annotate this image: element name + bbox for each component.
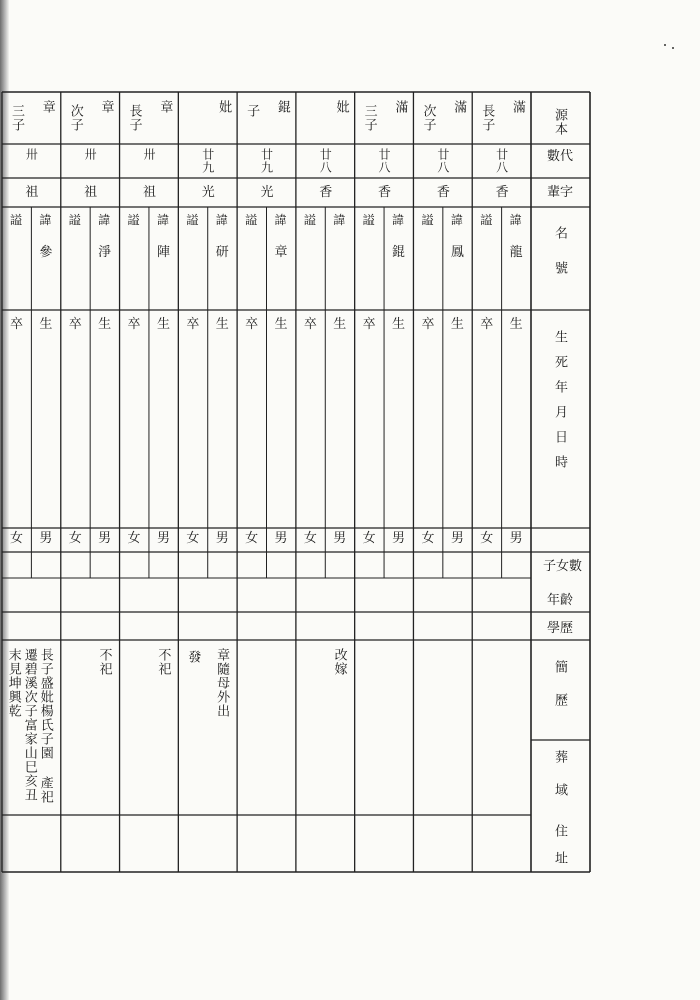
label-died: 卒 bbox=[421, 317, 435, 332]
taboo-name: 鳳 bbox=[450, 245, 464, 260]
generation-char: 祖 bbox=[25, 185, 39, 200]
generation-number: 廿八 bbox=[377, 148, 392, 174]
taboo-name: 龍 bbox=[509, 245, 523, 260]
label-died: 卒 bbox=[68, 317, 82, 332]
generation-char: 祖 bbox=[142, 185, 156, 200]
label-born: 生 bbox=[215, 317, 229, 332]
header-name: 名號 bbox=[552, 226, 567, 296]
label-taboo: 諱 bbox=[98, 213, 111, 227]
header-origin: 源本 bbox=[552, 108, 567, 136]
header-biography: 簡歷 bbox=[552, 660, 567, 726]
label-female: 女 bbox=[127, 531, 141, 546]
header-age: 年齡 bbox=[547, 593, 574, 608]
biography-text: 章隨母外出 bbox=[214, 648, 230, 718]
biography-text: 不祀 bbox=[155, 648, 171, 676]
scan-speck bbox=[672, 47, 674, 49]
origin-relation: 次子 bbox=[67, 104, 83, 132]
label-male: 男 bbox=[215, 531, 229, 546]
header-burial: 葬域 bbox=[552, 750, 567, 816]
label-born: 生 bbox=[509, 317, 523, 332]
label-posthumous: 謚 bbox=[68, 213, 81, 227]
biography-text-2: 遷碧溪次子富家山巳亥丑 bbox=[21, 648, 37, 802]
label-posthumous: 謚 bbox=[480, 213, 493, 227]
generation-number: 卅 bbox=[141, 148, 156, 161]
label-posthumous: 謚 bbox=[421, 213, 434, 227]
label-taboo: 諱 bbox=[333, 213, 346, 227]
header-birth-death: 生死年月日時 bbox=[552, 330, 567, 480]
label-male: 男 bbox=[274, 531, 288, 546]
label-taboo: 諱 bbox=[450, 213, 463, 227]
taboo-name: 研 bbox=[215, 245, 229, 260]
origin-name: 章 bbox=[157, 100, 173, 114]
header-education: 學歷 bbox=[547, 621, 574, 636]
label-female: 女 bbox=[480, 531, 494, 546]
taboo-name: 參 bbox=[39, 245, 53, 260]
origin-name: 錕 bbox=[274, 100, 290, 114]
label-taboo: 諱 bbox=[39, 213, 52, 227]
label-male: 男 bbox=[392, 531, 406, 546]
label-posthumous: 謚 bbox=[127, 213, 140, 227]
origin-relation: 三子 bbox=[9, 104, 24, 132]
label-born: 生 bbox=[39, 317, 53, 332]
generation-number: 卅 bbox=[83, 148, 98, 161]
label-female: 女 bbox=[10, 531, 24, 546]
label-died: 卒 bbox=[10, 317, 24, 332]
origin-name: 章 bbox=[39, 100, 55, 114]
label-taboo: 諱 bbox=[215, 213, 228, 227]
label-died: 卒 bbox=[245, 317, 259, 332]
label-female: 女 bbox=[245, 531, 259, 546]
label-male: 男 bbox=[509, 531, 523, 546]
taboo-name: 陣 bbox=[156, 245, 170, 260]
label-born: 生 bbox=[98, 317, 112, 332]
origin-name: 妣 bbox=[333, 100, 349, 114]
label-posthumous: 謚 bbox=[303, 213, 316, 227]
label-male: 男 bbox=[98, 531, 112, 546]
header-residence: 住址 bbox=[552, 824, 567, 878]
origin-relation: 長子 bbox=[479, 104, 495, 132]
origin-relation: 長子 bbox=[126, 104, 142, 132]
origin-relation: 次子 bbox=[420, 104, 436, 132]
header-generation-char: 輩字 bbox=[547, 185, 574, 200]
biography-text: 改嫁 bbox=[331, 648, 347, 676]
generation-number: 廿九 bbox=[200, 148, 215, 174]
label-died: 卒 bbox=[362, 317, 376, 332]
origin-name: 滿 bbox=[392, 100, 408, 114]
label-died: 卒 bbox=[303, 317, 317, 332]
label-female: 女 bbox=[421, 531, 435, 546]
label-female: 女 bbox=[303, 531, 317, 546]
label-taboo: 諱 bbox=[274, 213, 287, 227]
biography-text: 長子盛妣楊氏子園 產祀 bbox=[37, 648, 53, 804]
label-male: 男 bbox=[333, 531, 347, 546]
label-female: 女 bbox=[186, 531, 200, 546]
biography-text: 不祀 bbox=[96, 648, 112, 676]
label-born: 生 bbox=[450, 317, 464, 332]
label-born: 生 bbox=[333, 317, 347, 332]
generation-char: 祖 bbox=[84, 185, 98, 200]
label-taboo: 諱 bbox=[156, 213, 169, 227]
label-born: 生 bbox=[392, 317, 406, 332]
generation-number: 廿八 bbox=[435, 148, 450, 174]
taboo-name: 淨 bbox=[98, 245, 112, 260]
label-died: 卒 bbox=[127, 317, 141, 332]
label-taboo: 諱 bbox=[392, 213, 405, 227]
generation-char: 香 bbox=[436, 185, 450, 200]
label-taboo: 諱 bbox=[509, 213, 522, 227]
header-generation: 數代 bbox=[547, 149, 574, 164]
label-female: 女 bbox=[362, 531, 376, 546]
generation-number: 廿九 bbox=[259, 148, 274, 174]
origin-relation: 三子 bbox=[361, 104, 377, 132]
label-male: 男 bbox=[450, 531, 464, 546]
generation-number: 廿八 bbox=[494, 148, 509, 174]
generation-char: 香 bbox=[495, 185, 509, 200]
label-born: 生 bbox=[156, 317, 170, 332]
generation-number: 卅 bbox=[24, 148, 39, 161]
label-male: 男 bbox=[39, 531, 53, 546]
origin-name: 章 bbox=[98, 100, 114, 114]
label-posthumous: 謚 bbox=[10, 213, 23, 227]
label-died: 卒 bbox=[186, 317, 200, 332]
generation-char: 光 bbox=[201, 185, 215, 200]
label-male: 男 bbox=[156, 531, 170, 546]
label-posthumous: 謚 bbox=[186, 213, 199, 227]
label-died: 卒 bbox=[480, 317, 494, 332]
scan-speck bbox=[664, 44, 666, 46]
label-female: 女 bbox=[68, 531, 82, 546]
label-posthumous: 謚 bbox=[245, 213, 258, 227]
biography-note: 發 bbox=[185, 650, 201, 664]
origin-name: 妣 bbox=[216, 100, 232, 114]
origin-name: 滿 bbox=[451, 100, 467, 114]
biography-text-3: 末見坤興乾 bbox=[5, 648, 21, 718]
taboo-name: 錕 bbox=[392, 245, 406, 260]
generation-number: 廿八 bbox=[318, 148, 333, 174]
generation-char: 光 bbox=[260, 185, 274, 200]
header-children: 子女數 bbox=[543, 559, 583, 574]
generation-char: 香 bbox=[319, 185, 333, 200]
taboo-name: 章 bbox=[274, 245, 288, 260]
origin-relation: 子 bbox=[244, 104, 260, 118]
label-posthumous: 謚 bbox=[362, 213, 375, 227]
origin-name: 滿 bbox=[510, 100, 525, 114]
label-born: 生 bbox=[274, 317, 288, 332]
generation-char: 香 bbox=[378, 185, 392, 200]
